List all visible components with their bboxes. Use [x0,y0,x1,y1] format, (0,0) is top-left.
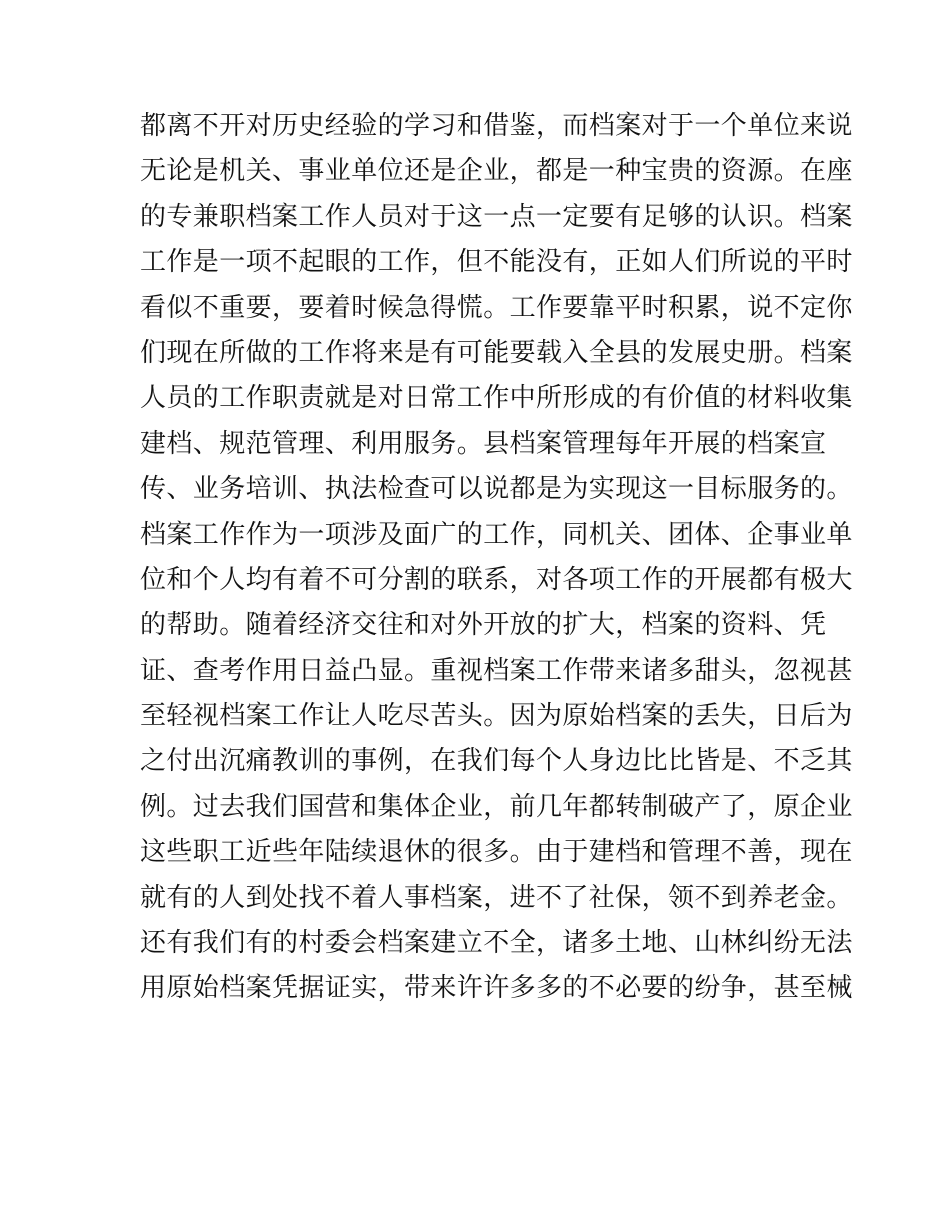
text-line: 建档、规范管理、利用服务。县档案管理每年开展的档案宣 [140,428,827,459]
text-line: 用原始档案凭据证实，带来许许多多的不必要的纷争，甚至械 [140,973,853,1004]
text-line: 人员的工作职责就是对日常工作中所形成的有价值的材料收集 [140,383,853,414]
text-line: 的专兼职档案工作人员对于这一点一定要有足够的认识。档案 [140,201,853,232]
text-line: 位和个人均有着不可分割的联系，对各项工作的开展都有极大 [140,564,853,595]
text-line: 们现在所做的工作将来是有可能要载入全县的发展史册。档案 [140,337,853,368]
text-line: 工作是一项不起眼的工作，但不能没有，正如人们所说的平时 [140,247,853,278]
text-line: 看似不重要，要着时候急得慌。工作要靠平时积累，说不定你 [140,292,853,323]
text-line: 就有的人到处找不着人事档案，进不了社保，领不到养老金。 [140,882,853,913]
text-line: 至轻视档案工作让人吃尽苦头。因为原始档案的丢失，日后为 [140,701,853,732]
text-line: 的帮助。随着经济交往和对外开放的扩大，档案的资料、凭 [140,610,827,641]
text-line: 还有我们有的村委会档案建立不全，诸多土地、山林纠纷无法 [140,928,853,959]
text-line: 这些职工近些年陆续退休的很多。由于建档和管理不善，现在 [140,837,853,868]
text-line: 都离不开对历史经验的学习和借鉴，而档案对于一个单位来说 [140,111,853,141]
text-line: 档案工作作为一项涉及面广的工作，同机关、团体、企事业单 [140,519,853,550]
text-line: 例。过去我们国营和集体企业，前几年都转制破产了，原企业 [140,791,853,822]
text-line: 无论是机关、事业单位还是企业，都是一种宝贵的资源。在座 [140,156,853,187]
body-text [140,104,853,1012]
text-line: 之付出沉痛教训的事例，在我们每个人身边比比皆是、不乏其 [140,746,853,777]
text-line: 证、查考作用日益凸显。重视档案工作带来诸多甜头，忽视甚 [140,655,853,686]
text-line: 传、业务培训、执法检查可以说都是为实现这一目标服务的。 [140,474,853,505]
